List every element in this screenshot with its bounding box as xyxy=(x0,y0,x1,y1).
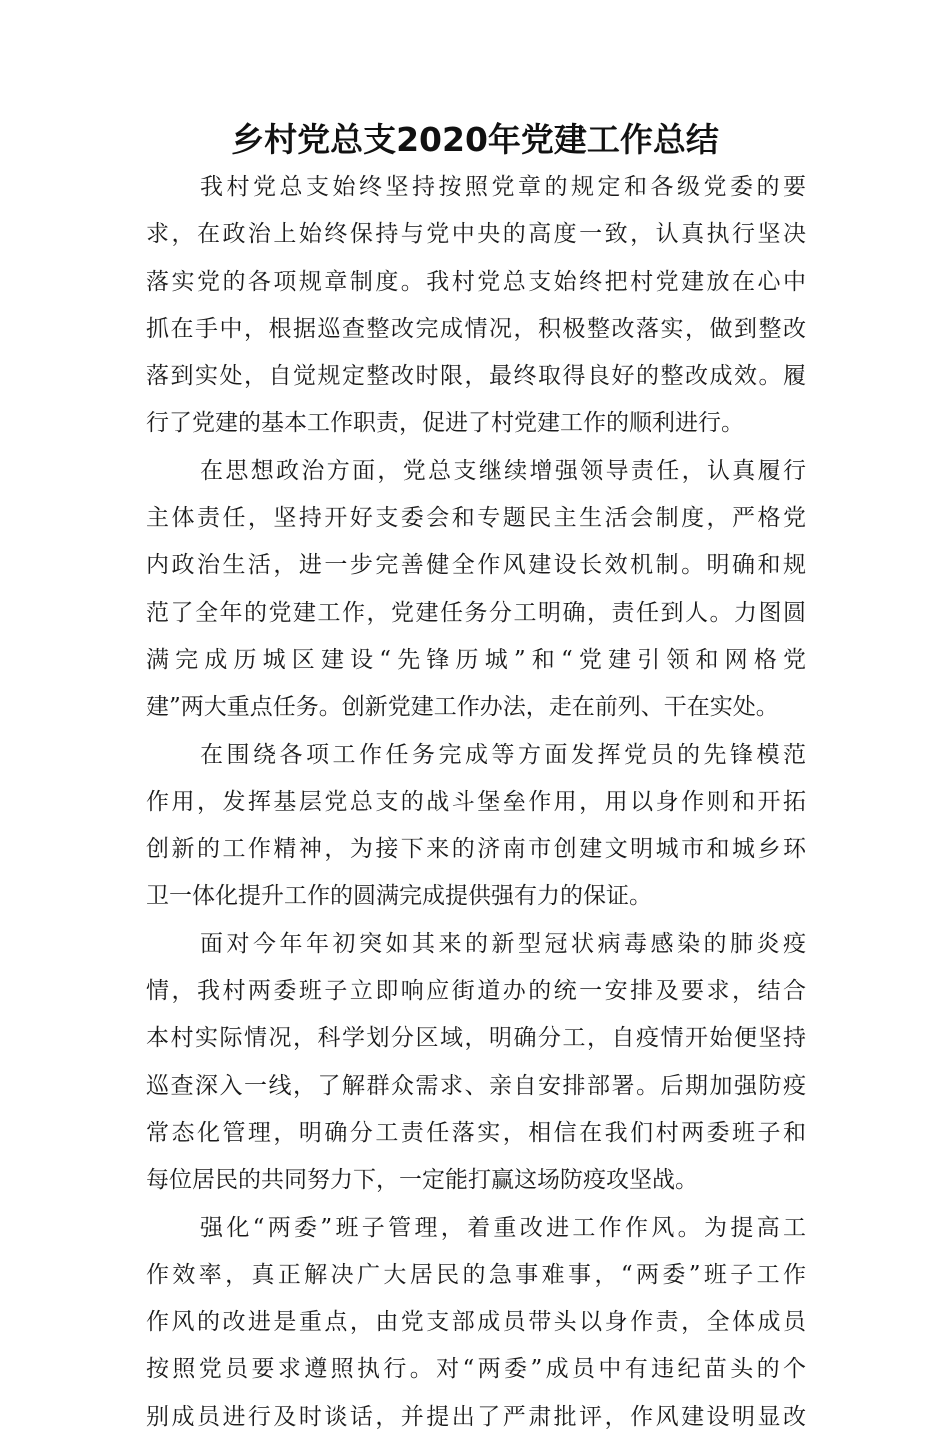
text-line: 卫一体化提升工作的圆满完成提供强有力的保证。 xyxy=(146,883,652,910)
text-line: 作用，发挥基层党总支的战斗堡垒作用，用以身作则和开拓 xyxy=(146,788,806,815)
text-line: 强化“两委”班子管理，着重改进工作作风。为提高工 xyxy=(200,1214,806,1241)
text-line: 主体责任，坚持开好支委会和专题民主生活会制度，严格党 xyxy=(146,505,806,532)
text-line: 情，我村两委班子立即响应街道办的统一安排及要求，结合 xyxy=(146,978,806,1005)
paragraph-5 xyxy=(146,1205,806,1441)
text-line: 范了全年的党建工作，党建任务分工明确，责任到人。力图圆 xyxy=(146,599,806,626)
paragraph-4 xyxy=(146,921,806,1205)
document-body xyxy=(146,164,806,1441)
text-line: 落实党的各项规章制度。我村党总支始终把村党建放在心中 xyxy=(146,268,806,295)
text-line: 作效率，真正解决广大居民的急事难事，“两委”班子工作 xyxy=(146,1261,806,1288)
text-line: 行了党建的基本工作职责，促进了村党建工作的顺利进行。 xyxy=(146,410,744,437)
text-line: 常态化管理，明确分工责任落实，相信在我们村两委班子和 xyxy=(146,1119,806,1146)
text-line: 求，在政治上始终保持与党中央的高度一致，认真执行坚决 xyxy=(146,221,806,248)
paragraph-3 xyxy=(146,732,806,921)
text-line: 每位居民的共同努力下，一定能打赢这场防疫攻坚战。 xyxy=(146,1167,698,1194)
text-line: 面对今年年初突如其来的新型冠状病毒感染的肺炎疫 xyxy=(200,930,806,957)
text-line: 在围绕各项工作任务完成等方面发挥党员的先锋模范 xyxy=(200,741,806,768)
text-line: 巡查深入一线，了解群众需求、亲自安排部署。后期加强防疫 xyxy=(146,1072,806,1099)
text-line: 本村实际情况，科学划分区域，明确分工，自疫情开始便坚持 xyxy=(146,1025,806,1052)
paragraph-2 xyxy=(146,448,806,732)
text-line: 抓在手中，根据巡查整改完成情况，积极整改落实，做到整改 xyxy=(146,315,806,342)
text-line: 别成员进行及时谈话，并提出了严肃批评，作风建设明显改 xyxy=(146,1403,806,1430)
document-title: 乡村党总支2020年党建工作总结 xyxy=(231,120,719,159)
paragraph-1 xyxy=(146,164,806,448)
text-line: 落到实处，自觉规定整改时限，最终取得良好的整改成效。履 xyxy=(146,363,806,390)
text-line: 在思想政治方面，党总支继续增强领导责任，认真履行 xyxy=(200,457,806,484)
text-line: 按照党员要求遵照执行。对“两委”成员中有违纪苗头的个 xyxy=(146,1356,806,1383)
text-line: 作风的改进是重点，由党支部成员带头以身作责，全体成员 xyxy=(146,1309,806,1336)
text-line: 创新的工作精神，为接下来的济南市创建文明城市和城乡环 xyxy=(146,836,806,863)
text-line: 我村党总支始终坚持按照党章的规定和各级党委的要 xyxy=(200,174,806,200)
text-line: 内政治生活，进一步完善健全作风建设长效机制。明确和规 xyxy=(146,552,806,579)
text-line: 满完成历城区建设“先锋历城”和“党建引领和网格党 xyxy=(146,646,806,673)
text-line: 建”两大重点任务。创新党建工作办法，走在前列、干在实处。 xyxy=(146,694,779,721)
